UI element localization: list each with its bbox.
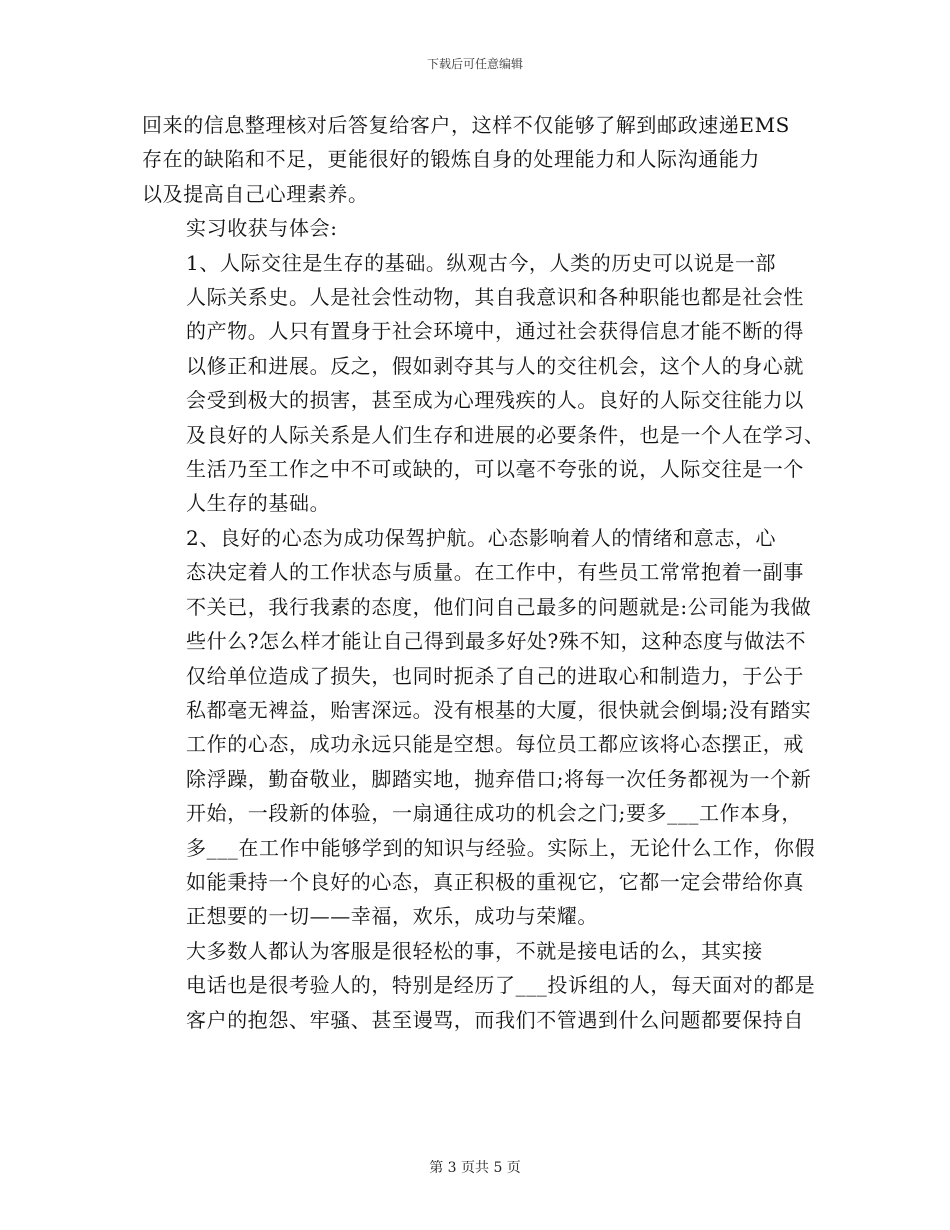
text-line: 2、良好的心态为成功保驾护航。心态影响着人的情绪和意志，心 — [186, 525, 777, 550]
paragraph — [142, 211, 810, 245]
paragraph — [142, 934, 816, 1037]
paragraph — [142, 246, 825, 521]
page-header: 下载后可任意编辑 — [426, 57, 523, 71]
text-line: 大多数人都认为客服是很轻松的事，不就是接电话的么，其实接 — [186, 938, 763, 963]
paragraph — [142, 521, 816, 934]
text-line: 的产物。人只有置身于社会环境中，通过社会获得信息才能不断的得 — [186, 319, 804, 344]
paragraph — [142, 108, 810, 211]
text-line: 态决定着人的工作状态与质量。在工作中，有些员工常常抱着一副事 — [186, 560, 804, 585]
page-footer: 第 3 页共 5 页 — [429, 1160, 521, 1176]
text-line: 电话也是很考验人的，特别是经历了___投诉组的人，每天面对的都是 — [186, 973, 816, 998]
text-line: 生活乃至工作之中不可或缺的，可以毫不夸张的说，人际交往是一个 — [186, 457, 804, 482]
text-line: 工作的心态，成功永远只能是空想。每位员工都应该将心态摆正，戒 — [186, 732, 804, 757]
document-body — [142, 108, 825, 1037]
text-line: 私都毫无裨益，贻害深远。没有根基的大厦，很快就会倒塌;没有踏实 — [186, 697, 812, 722]
text-line: 人际关系史。人是社会性动物，其自我意识和各种职能也都是社会性 — [186, 285, 804, 310]
text-line: 除浮躁，勤奋敬业，脚踏实地，抛弃借口;将每一次任务都视为一个新 — [186, 766, 812, 791]
text-line: 开始，一段新的体验，一扇通往成功的机会之门;要多___工作本身， — [186, 801, 802, 826]
text-line: 如能秉持一个良好的心态，真正积极的重视它，它都一定会带给你真 — [186, 869, 804, 894]
text-line: 存在的缺陷和不足，更能很好的锻炼自身的处理能力和人际沟通能力 — [142, 147, 760, 172]
text-line: 1、人际交往是生存的基础。纵观古今，人类的历史可以说是一部 — [186, 250, 777, 275]
text-line: 多___在工作中能够学到的知识与经验。实际上，无论什么工作，你假 — [186, 835, 816, 860]
text-line: 以及提高自己心理素养。 — [142, 181, 369, 206]
text-line: 仅给单位造成了损失，也同时扼杀了自己的进取心和制造力，于公于 — [186, 663, 804, 688]
text-line: 些什么?怎么样才能让自己得到最多好处?殊不知，这种态度与做法不 — [186, 629, 807, 654]
text-line: 正想要的一切——幸福，欢乐，成功与荣耀。 — [186, 904, 598, 929]
text-line: 及良好的人际关系是人们生存和进展的必要条件，也是一个人在学习、 — [186, 422, 825, 447]
text-line: 以修正和进展。反之，假如剥夺其与人的交往机会，这个人的身心就 — [186, 353, 804, 378]
text-line: 人生存的基础。 — [186, 491, 331, 516]
text-line: 实习收获与体会: — [186, 216, 338, 241]
text-line: 会受到极大的损害，甚至成为心理残疾的人。良好的人际交往能力以 — [186, 388, 804, 413]
text-line: 不关已，我行我素的态度，他们问自己最多的问题就是:公司能为我做 — [186, 594, 812, 619]
text-line: 回来的信息整理核对后答复给客户，这样不仅能够了解到邮政速递EMS — [142, 113, 790, 137]
text-line: 客户的抱怨、牢骚、甚至谩骂，而我们不管遇到什么问题都要保持自 — [186, 1007, 804, 1032]
